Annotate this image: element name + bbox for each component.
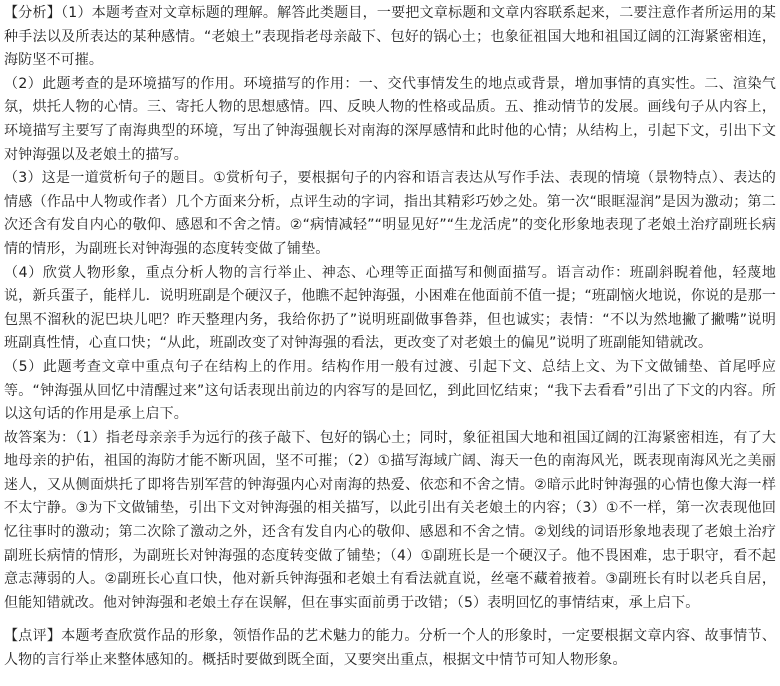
analysis-paragraph-2: （2）此题考查的是环境描写的作用。环境描写的作用：一、交代事情发生的地点或背景，增加事情的真实性。二、渲染气氛，烘托人物的心情。三、寄托人物的思想感情。四、反映人物的性格或品质。五、推动情节的发展。画线句子从内容上，环境描写主要写了南海典型的环境，写出了钟海强舰长对南海的深厚感情和此时他的心情；从结构上，引起下文，引出下文对钟海强以及老娘土的描写。 (4, 75, 776, 163)
analysis-tag: 【分析】 (4, 5, 62, 21)
comment-text: 本题考查欣赏作品的形象，领悟作品的艺术魅力的能力。分析一个人的形象时，一定要根据文章内容、故事情节、人物的言行举止来整体感知的。概括时要做到既全面，又要突出重点，根据文中情节可知人物形象。 (4, 628, 776, 669)
analysis-p1-text: （1）本题考查对文章标题的理解。解答此类题目，一要把文章标题和文章内容联系起来，二要注意作者所运用的某种手法以及所表达的某种感情。“老娘土”表现指老母亲敲下、包好的锅心土；也象征祖国大地和祖国辽阔的江海紧密相连，海防坚不可摧。 (4, 5, 776, 69)
analysis-paragraph-3: （3）这是一道赏析句子的题目。①赏析句子，要根据句子的内容和语言表达从写作手法、表现的情境（景物特点）、表达的情感（作品中人物或作者）几个方面来分析，点评生动的字词，指出其精彩巧妙之处。第一次“眼眶湿润”是因为激动；第二次还含有发自内心的敬仰、感恩和不舍之情。②“病情减轻”“明显见好”“生龙活虎”的变化形象地表现了老娘土治疗副班长病情的情形，为副班长对钟海强的态度转变做了铺垫。 (4, 170, 776, 257)
analysis-paragraph-4: （4）欣赏人物形象，重点分析人物的言行举止、神态、心理等正面描写和侧面描写。语言动作：班副斜睨着他，轻蔑地说，新兵蛋子，能样儿．说明班副是个硬汉子，他瞧不起钟海强，小困难在他面前不值一提；“班副恼火地说，你说的是那一包黑不溜秋的泥巴块儿吧？昨天整理内务，我给你扔了”说明班副做事鲁莽，但也诚实；表情：“不以为然地撇了撇嘴”说明班副真性情，心直口快；“从此，班副改变了对钟海强的看法，更改变了对老娘土的偏见”说明了班副能知错就改。 (4, 264, 776, 352)
comment-tag: 【点评】 (4, 628, 62, 645)
section-spacer (4, 615, 776, 625)
answer-paragraph: 故答案为：（1）指老母亲亲手为远行的孩子敲下、包好的锅心土；同时，象征祖国大地和祖国辽阔的江海紧密相连，有了大地母亲的护佑，祖国的海防才能不断巩固，坚不可摧；（2）①描写海域广阔、海天一色的南海风光，既表现南海风光之美丽迷人，又从侧面烘托了即将告别军营的钟海强内心对南海的热爱、依恋和不舍之情。②暗示此时钟海强的心情也像大海一样不太宁静。③为下文做铺垫，引出下文对钟海强的相关描写，以此引出有关老娘土的内容；（3）①不一样，第一次表现他回忆往事时的激动；第二次除了激动之外，还含有发自内心的敬仰、感恩和不舍之情。②划线的词语形象地表现了老娘土治疗副班长病情的情形，为副班长对钟海强的态度转变做了铺垫；（4）①副班长是一个硬汉子。他不畏困难，忠于职守，看不起意志薄弱的人。②副班长心直口快，他对新兵钟海强和老娘土有看法就直说，丝毫不藏着掖着。③副班长有时以老兵自居，但能知错就改。他对钟海强和老娘土存在误解，但在事实面前勇于改错；（5）表明回忆的事情结束，承上启下。 (4, 429, 776, 611)
analysis-paragraph-1 (4, 2, 776, 73)
analysis-paragraph-5: （5）此题考查文章中重点句子在结构上的作用。结构作用一般有过渡、引起下文、总结上文、为下文做铺垫、首尾呼应等。“钟海强从回忆中清醒过来”这句话表现出前边的内容写的是回忆，到此回忆结束；“我下去看看”引出了下文的内容。所以这句话的作用是承上启下。 (4, 358, 776, 423)
comment-paragraph (4, 625, 776, 672)
